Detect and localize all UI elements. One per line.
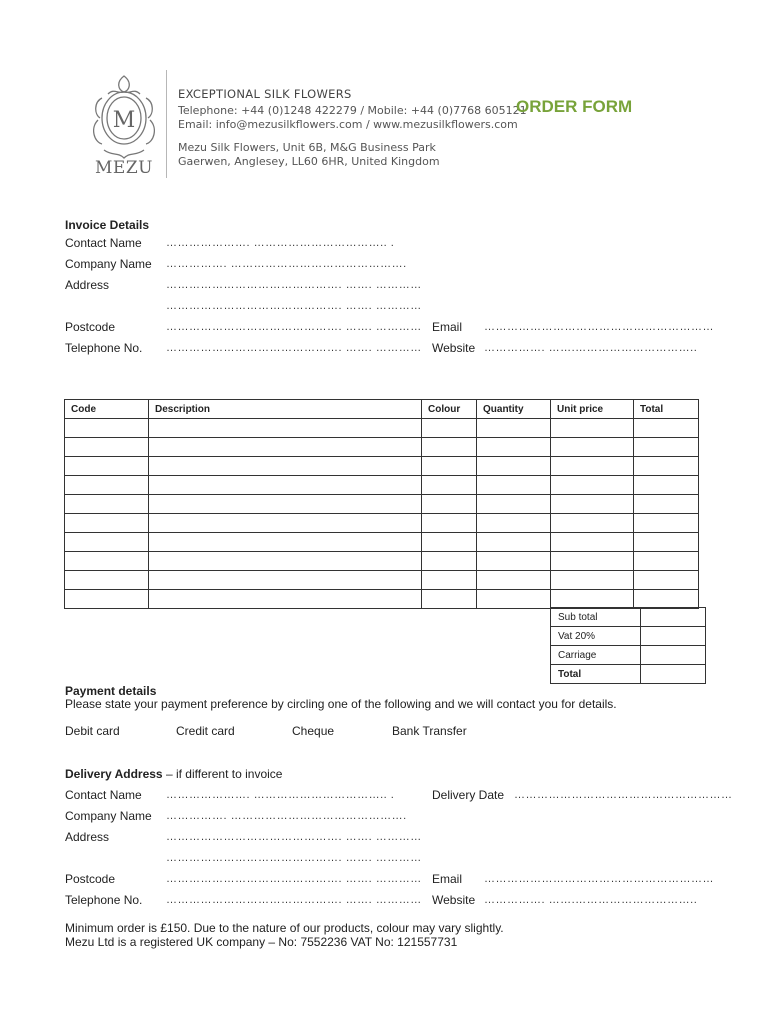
page-title: ORDER FORM: [516, 97, 633, 116]
cell-total[interactable]: [634, 552, 699, 571]
cell-unit-price[interactable]: [551, 590, 634, 609]
cell-total[interactable]: [634, 419, 699, 438]
invoice-website-field[interactable]: ……………. …….…………………………..: [484, 342, 698, 354]
cell-quantity[interactable]: [477, 419, 551, 438]
invoice-telephone-label: Telephone No.: [65, 341, 143, 355]
delivery-website-field[interactable]: ……………. …….…………………………..: [484, 894, 698, 906]
cell-colour[interactable]: [422, 514, 477, 533]
delivery-company-field[interactable]: ……………. ……………………………………….: [166, 810, 407, 822]
cell-colour[interactable]: [422, 438, 477, 457]
table-row: [65, 514, 699, 533]
cell-code[interactable]: [65, 476, 149, 495]
total-value-cell[interactable]: [641, 665, 706, 684]
invoice-postcode-field[interactable]: ………………………………………. ……. …………: [166, 321, 422, 333]
cell-colour[interactable]: [422, 419, 477, 438]
company-address-line1: Mezu Silk Flowers, Unit 6B, M&G Business Park: [178, 141, 436, 154]
cell-total[interactable]: [634, 533, 699, 552]
footer-company-registration: Mezu Ltd is a registered UK company – No: 7552236 VAT No: 121557731: [65, 935, 458, 949]
vat-value-cell[interactable]: [641, 627, 706, 646]
delivery-contact-field[interactable]: …………………. …………………………….. .: [166, 789, 395, 801]
invoice-address-field-1[interactable]: ………………………………………. ……. …………: [166, 279, 422, 291]
cell-description[interactable]: [149, 438, 422, 457]
carriage-label: Carriage: [551, 646, 641, 665]
col-header-quantity: Quantity: [477, 400, 551, 419]
invoice-company-field[interactable]: ……………. ……………………………………….: [166, 258, 407, 270]
table-row: [65, 571, 699, 590]
invoice-website-label: Website: [432, 341, 476, 355]
cell-code[interactable]: [65, 552, 149, 571]
table-row: [65, 419, 699, 438]
cell-unit-price[interactable]: [551, 495, 634, 514]
carriage-value-cell[interactable]: [641, 646, 706, 665]
cell-code[interactable]: [65, 438, 149, 457]
table-row: [65, 495, 699, 514]
subtotal-value-cell[interactable]: [641, 608, 706, 627]
cell-total[interactable]: [634, 495, 699, 514]
cell-quantity[interactable]: [477, 514, 551, 533]
cell-description[interactable]: [149, 495, 422, 514]
delivery-email-label: Email: [432, 872, 463, 886]
cell-total[interactable]: [634, 438, 699, 457]
carriage-row: [551, 646, 706, 665]
company-phone: Telephone: +44 (0)1248 422279 / Mobile: +44 (0)7768 605121: [178, 104, 527, 117]
cell-description[interactable]: [149, 533, 422, 552]
cell-quantity[interactable]: [477, 590, 551, 609]
table-row: [65, 438, 699, 457]
table-header-row: [65, 400, 699, 419]
cell-description[interactable]: [149, 514, 422, 533]
delivery-company-label: Company Name: [65, 809, 152, 823]
cell-unit-price[interactable]: [551, 552, 634, 571]
table-row: [65, 533, 699, 552]
header-divider: [166, 70, 167, 178]
delivery-website-label: Website: [432, 893, 476, 907]
total-row: [551, 665, 706, 684]
mezu-logo: [88, 72, 160, 180]
cell-unit-price[interactable]: [551, 457, 634, 476]
payment-heading: Payment details: [65, 684, 157, 698]
table-row: [65, 476, 699, 495]
delivery-address-label: Address: [65, 830, 110, 844]
delivery-contact-label: Contact Name: [65, 788, 142, 802]
subtotal-label: Sub total: [551, 608, 641, 627]
cell-code[interactable]: [65, 571, 149, 590]
vat-row: [551, 627, 706, 646]
order-table-body: [65, 419, 699, 609]
cell-total[interactable]: [634, 514, 699, 533]
invoice-address-label: Address: [65, 278, 110, 292]
cell-quantity[interactable]: [477, 457, 551, 476]
cell-colour[interactable]: [422, 495, 477, 514]
company-address-line2: Gaerwen, Anglesey, LL60 6HR, United Kingdom: [178, 155, 440, 168]
cell-quantity[interactable]: [477, 438, 551, 457]
delivery-heading-line: [65, 767, 282, 781]
table-row: [65, 552, 699, 571]
cell-quantity[interactable]: [477, 533, 551, 552]
cell-quantity[interactable]: [477, 495, 551, 514]
cell-quantity[interactable]: [477, 476, 551, 495]
invoice-email-field[interactable]: ……………………………………………………: [484, 321, 714, 333]
cell-colour[interactable]: [422, 457, 477, 476]
delivery-telephone-label: Telephone No.: [65, 893, 143, 907]
col-header-unit-price: Unit price: [551, 400, 634, 419]
total-label: Total: [551, 665, 641, 684]
payment-option-debit[interactable]: Debit card: [65, 724, 120, 738]
delivery-address-field-1[interactable]: ………………………………………. ……. …………: [166, 831, 422, 843]
cell-description[interactable]: [149, 571, 422, 590]
delivery-heading-suffix: – if different to invoice: [162, 767, 283, 781]
cell-total[interactable]: [634, 476, 699, 495]
subtotal-row: [551, 608, 706, 627]
cell-colour[interactable]: [422, 476, 477, 495]
cell-colour[interactable]: [422, 533, 477, 552]
cell-quantity[interactable]: [477, 571, 551, 590]
footer-minimum-order: Minimum order is £150. Due to the nature of our products, colour may vary slightly.: [65, 921, 504, 935]
cell-colour[interactable]: [422, 552, 477, 571]
invoice-postcode-label: Postcode: [65, 320, 116, 334]
col-header-total: Total: [634, 400, 699, 419]
cell-description[interactable]: [149, 419, 422, 438]
col-header-colour: Colour: [422, 400, 477, 419]
cell-unit-price[interactable]: [551, 533, 634, 552]
delivery-date-field[interactable]: …………………………………………………: [514, 789, 733, 801]
cell-total[interactable]: [634, 457, 699, 476]
svg-text:M: M: [112, 108, 136, 133]
logo-wordmark: MEZU: [95, 158, 153, 178]
cell-unit-price[interactable]: [551, 571, 634, 590]
cell-description[interactable]: [149, 476, 422, 495]
payment-option-bank-transfer[interactable]: Bank Transfer: [392, 724, 467, 738]
delivery-heading: Delivery Address: [65, 767, 163, 781]
cell-quantity[interactable]: [477, 552, 551, 571]
cell-code[interactable]: [65, 590, 149, 609]
invoice-heading: Invoice Details: [65, 218, 150, 232]
company-email: Email: info@mezusilkflowers.com / www.mezusilkflowers.com: [178, 118, 518, 131]
cell-total[interactable]: [634, 571, 699, 590]
cell-description[interactable]: [149, 457, 422, 476]
company-tagline: EXCEPTIONAL SILK FLOWERS: [178, 87, 352, 101]
delivery-date-label: Delivery Date: [432, 788, 505, 802]
col-header-code: Code: [65, 400, 149, 419]
cell-unit-price[interactable]: [551, 419, 634, 438]
cell-unit-price[interactable]: [551, 476, 634, 495]
cell-code[interactable]: [65, 533, 149, 552]
col-header-description: Description: [149, 400, 422, 419]
payment-option-credit[interactable]: Credit card: [176, 724, 235, 738]
cell-unit-price[interactable]: [551, 514, 634, 533]
cell-description[interactable]: [149, 590, 422, 609]
invoice-contact-label: Contact Name: [65, 236, 142, 250]
delivery-address-field-2[interactable]: ………………………………………. ……. …………: [166, 852, 422, 864]
payment-instruction: Please state your payment preference by circling one of the following and we will contact you for details.: [65, 697, 617, 711]
cell-total[interactable]: [634, 590, 699, 609]
delivery-postcode-field[interactable]: ………………………………………. ……. …………: [166, 873, 422, 885]
order-items-table: [64, 399, 699, 609]
invoice-contact-field[interactable]: …………………. …………………………….. .: [166, 237, 395, 249]
invoice-company-label: Company Name: [65, 257, 152, 271]
invoice-telephone-field[interactable]: ………………………………………. ……. …………: [166, 342, 422, 354]
cell-unit-price[interactable]: [551, 438, 634, 457]
cell-code[interactable]: [65, 514, 149, 533]
cell-code[interactable]: [65, 419, 149, 438]
vat-label: Vat 20%: [551, 627, 641, 646]
table-row: [65, 457, 699, 476]
cell-colour[interactable]: [422, 590, 477, 609]
payment-option-cheque[interactable]: Cheque: [292, 724, 335, 738]
invoice-address-field-2[interactable]: ………………………………………. ……. …………: [166, 300, 422, 312]
cell-colour[interactable]: [422, 571, 477, 590]
cell-description[interactable]: [149, 552, 422, 571]
delivery-telephone-field[interactable]: ………………………………………. ……. …………: [166, 894, 422, 906]
cell-code[interactable]: [65, 495, 149, 514]
cell-code[interactable]: [65, 457, 149, 476]
delivery-email-field[interactable]: ……………………………………………………: [484, 873, 714, 885]
delivery-postcode-label: Postcode: [65, 872, 116, 886]
invoice-email-label: Email: [432, 320, 463, 334]
totals-table: [550, 607, 706, 684]
table-row: [65, 590, 699, 609]
